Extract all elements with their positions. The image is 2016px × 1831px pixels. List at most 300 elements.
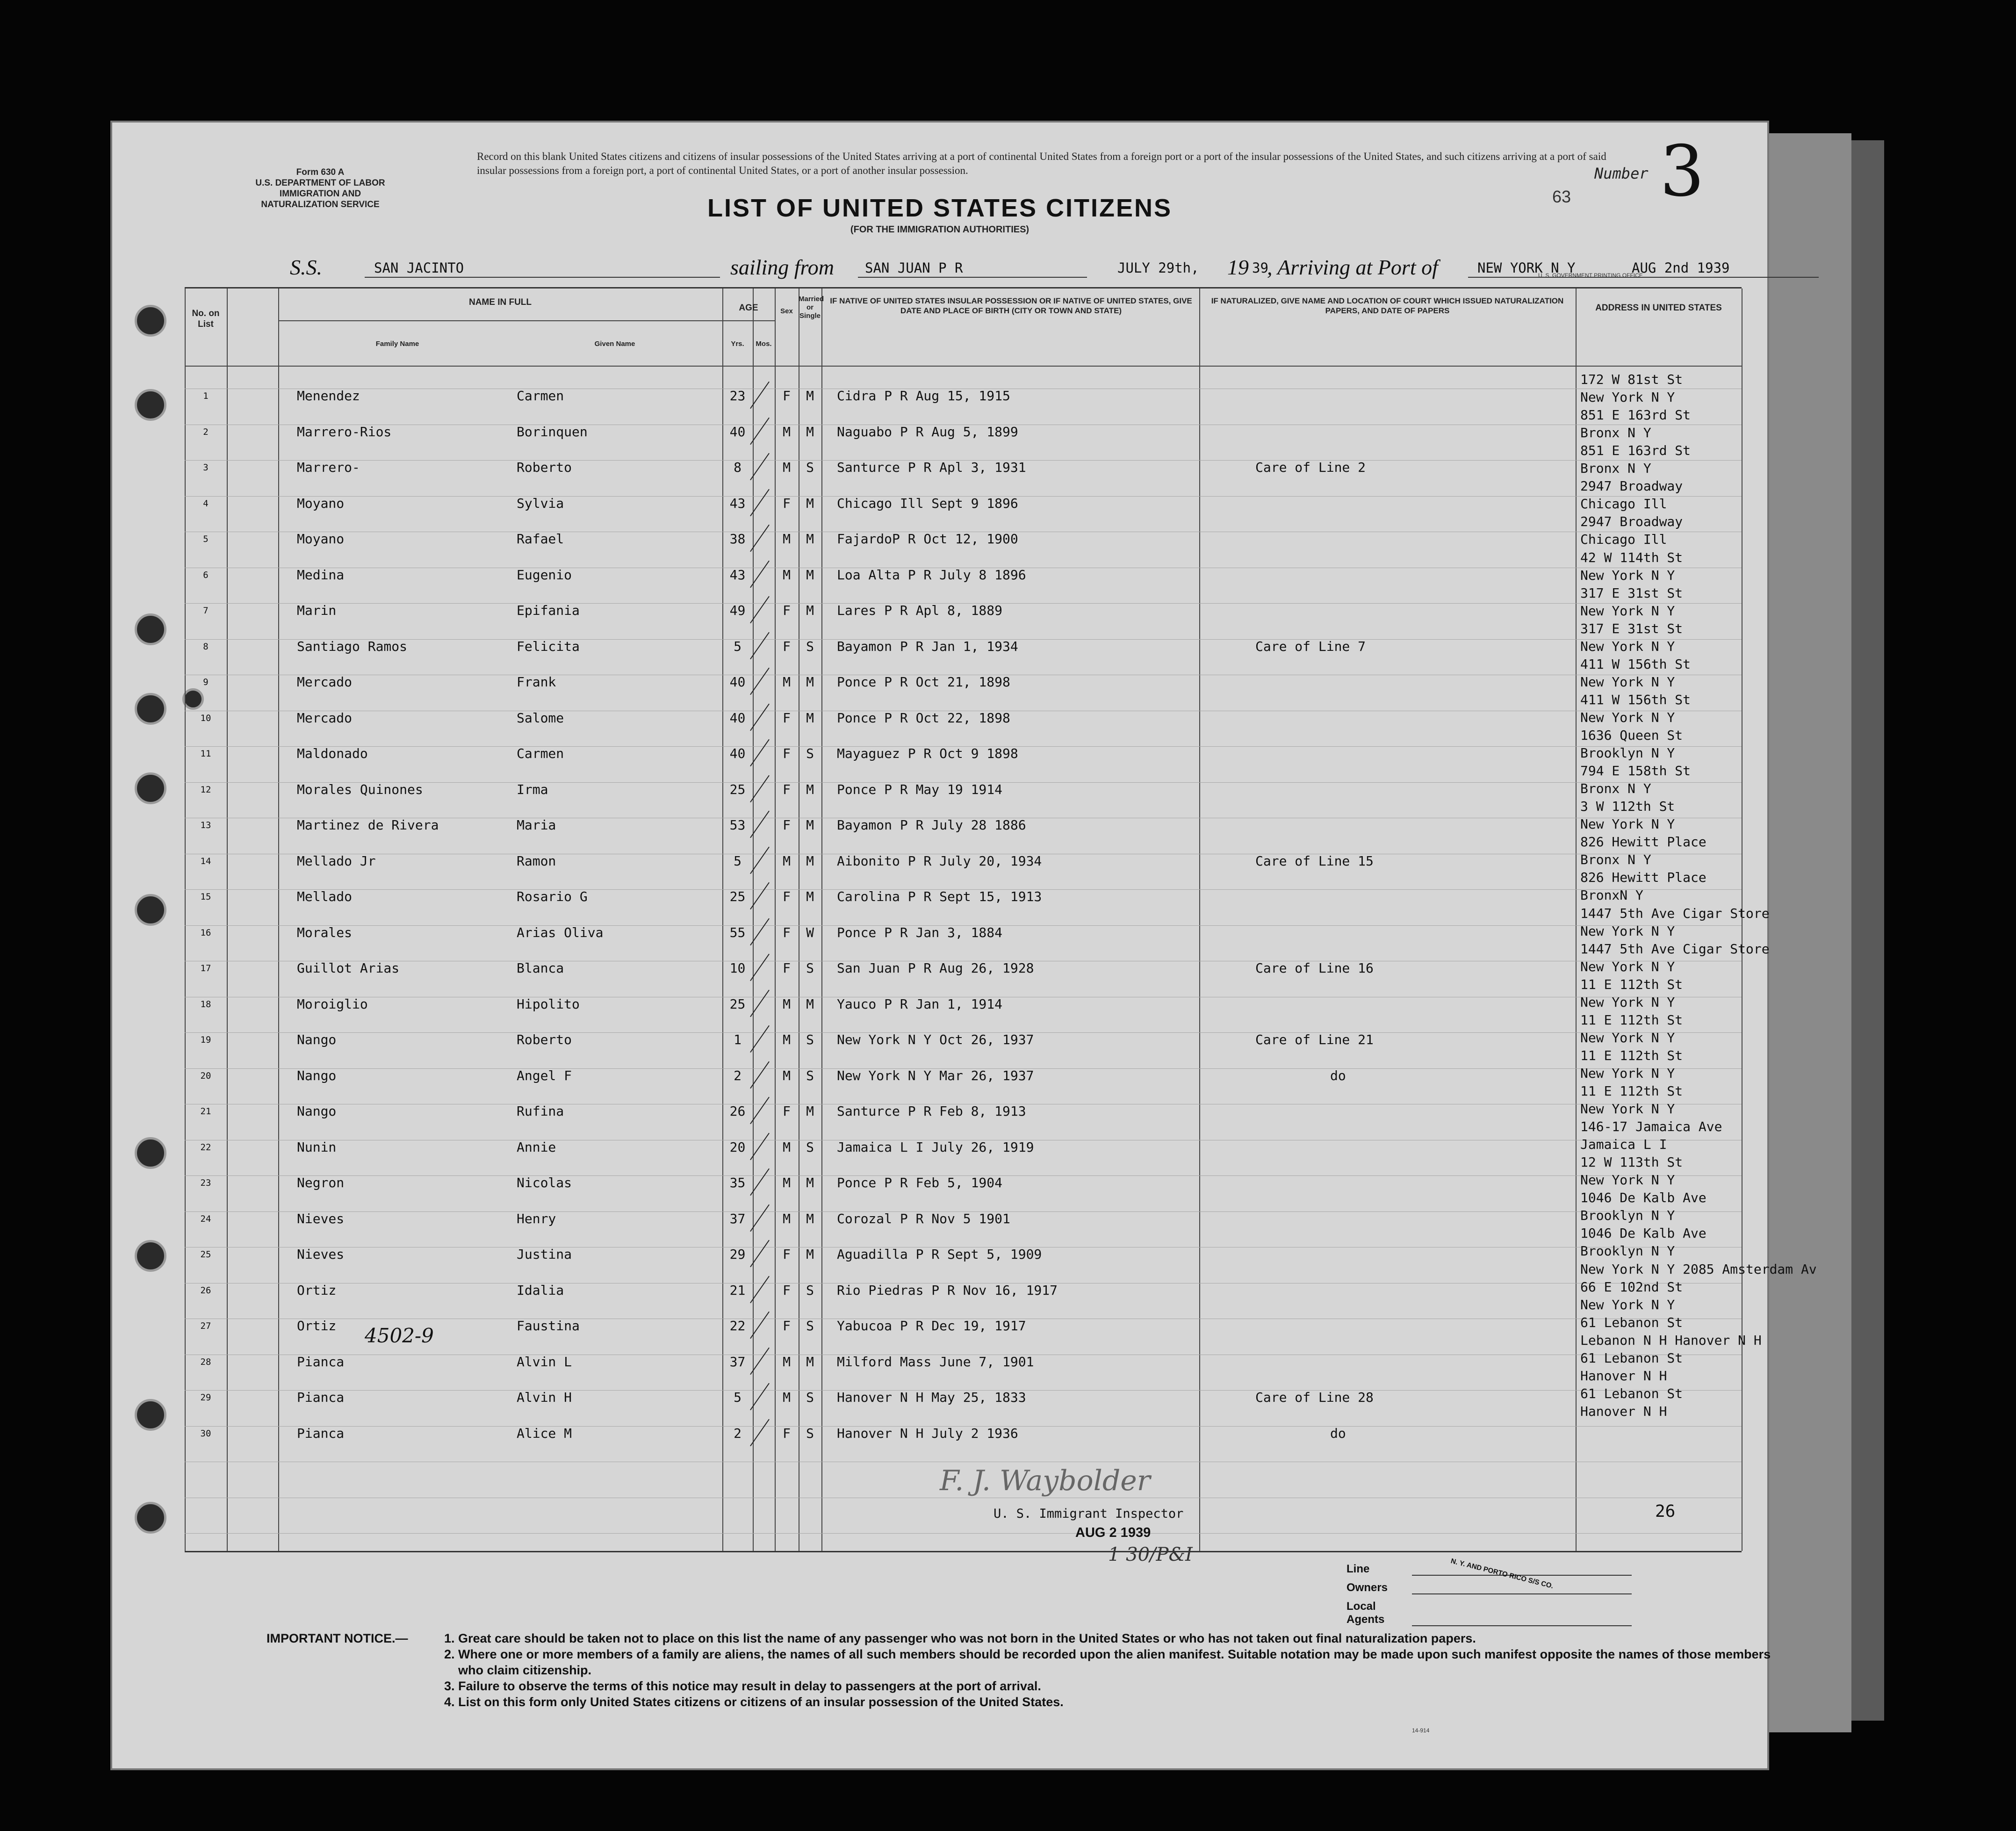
sex: M: [783, 853, 791, 869]
to-underline: [1468, 277, 1819, 278]
sex: M: [783, 460, 791, 475]
row-number: 17: [200, 963, 211, 973]
birth-place-date: Ponce P R Feb 5, 1904: [837, 1175, 1003, 1190]
ship-underline: [365, 277, 720, 278]
age-years: 40: [729, 674, 746, 690]
birth-place-date: Corozal P R Nov 5 1901: [837, 1211, 1010, 1226]
address-line: Hanover N H: [1580, 1368, 1667, 1384]
passenger-table: [185, 287, 1817, 1552]
notice-item-4: 4. List on this form only United States citizens or citizens of an insular possession of the United States.: [444, 1695, 1064, 1709]
age-years: 5: [734, 1390, 742, 1405]
address-line: New York N Y 2085 Amsterdam Av: [1580, 1261, 1817, 1277]
service: IMMIGRATION AND NATURALIZATION SERVICE: [261, 189, 380, 209]
birth-place-date: FajardoP R Oct 12, 1900: [837, 531, 1018, 547]
row-number: 28: [200, 1356, 211, 1367]
naturalization: do: [1330, 1067, 1346, 1083]
address-line: BronxN Y: [1580, 887, 1643, 903]
family-name: Maldonado: [297, 746, 368, 761]
page-edge: [1767, 133, 1851, 1732]
age-years: 40: [729, 710, 746, 726]
birth-place-date: Rio Piedras P R Nov 16, 1917: [837, 1282, 1058, 1298]
row-number: 19: [200, 1035, 211, 1045]
marital-status: M: [806, 853, 814, 869]
notice-item-3: 3. Failure to observe the terms of this notice may result in delay to passengers at the port of arrival.: [444, 1679, 1041, 1693]
sex: F: [783, 746, 791, 761]
birth-place-date: Ponce P R May 19 1914: [837, 781, 1003, 797]
address-line: New York N Y: [1580, 567, 1675, 583]
sex: M: [783, 424, 791, 440]
col-header-address: ADDRESS IN UNITED STATES: [1595, 303, 1722, 313]
address-line: 1447 5th Ave Cigar Store: [1580, 941, 1770, 957]
age-years: 2: [734, 1425, 742, 1441]
punch-hole: [135, 389, 166, 421]
age-years: 37: [729, 1211, 746, 1226]
row-number: 26: [200, 1285, 211, 1296]
birth-place-date: Lares P R Apl 8, 1889: [837, 603, 1003, 618]
row-number: 9: [203, 677, 209, 687]
date-from: JULY 29th,: [1117, 260, 1199, 276]
marital-status: M: [806, 567, 814, 583]
birth-place-date: Santurce P R Feb 8, 1913: [837, 1103, 1026, 1119]
age-years: 29: [729, 1247, 746, 1262]
family-name: Medina: [297, 567, 345, 583]
address-line: 66 E 102nd St: [1580, 1279, 1683, 1295]
given-name: Rufina: [517, 1103, 564, 1119]
address-line: Hanover N H: [1580, 1403, 1667, 1419]
family-name: Moroiglio: [297, 996, 368, 1012]
address-line: New York N Y: [1580, 1101, 1675, 1117]
manifest-sheet: [112, 123, 1817, 1768]
number-value: 3: [1660, 131, 1705, 212]
age-years: 8: [734, 460, 742, 475]
address-line: 851 E 163rd St: [1580, 443, 1691, 459]
inspector-label: U. S. Immigrant Inspector: [994, 1507, 1184, 1521]
given-name: Rafael: [517, 531, 564, 547]
address-line: New York N Y: [1580, 1297, 1675, 1312]
marital-status: S: [806, 960, 814, 976]
row-number: 18: [200, 999, 211, 1009]
line-stamp: N. Y. AND PORTO RICO S/S CO.: [1450, 1557, 1555, 1591]
marital-status: M: [806, 817, 814, 833]
family-name: Santiago Ramos: [297, 638, 408, 654]
marital-status: M: [806, 424, 814, 440]
marital-status: M: [806, 495, 814, 511]
page-edge-shadow: [1851, 140, 1884, 1721]
address-line: 2947 Broadway: [1580, 478, 1683, 494]
age-years: 25: [729, 781, 746, 797]
address-line: 3 W 112th St: [1580, 799, 1675, 815]
family-name: Pianca: [297, 1354, 345, 1370]
page-title: LIST OF UNITED STATES CITIZENS: [707, 194, 1172, 222]
naturalization: Care of Line 21: [1255, 1032, 1374, 1047]
sex: M: [783, 1390, 791, 1405]
col-header-name: NAME IN FULL: [468, 297, 532, 307]
row-number: 25: [200, 1249, 211, 1260]
family-name: Nango: [297, 1103, 337, 1119]
given-name: Carmen: [517, 746, 564, 761]
address-line: 1046 De Kalb Ave: [1580, 1190, 1706, 1206]
marital-status: M: [806, 996, 814, 1012]
number-label: Number: [1594, 165, 1649, 182]
sex: M: [783, 1139, 791, 1155]
col-header-mos: Mos.: [756, 340, 772, 348]
family-name: Marrero-: [297, 460, 360, 475]
address-line: 317 E 31st St: [1580, 585, 1683, 601]
page-subtitle: (FOR THE IMMIGRATION AUTHORITIES): [850, 224, 1030, 235]
birth-place-date: New York N Y Mar 26, 1937: [837, 1067, 1034, 1083]
marital-status: M: [806, 781, 814, 797]
marital-status: M: [806, 1211, 814, 1226]
birth-place-date: Milford Mass June 7, 1901: [837, 1354, 1034, 1370]
birth-place-date: Hanover N H July 2 1936: [837, 1425, 1018, 1441]
birth-place-date: Cidra P R Aug 15, 1915: [837, 388, 1010, 404]
sex: F: [783, 495, 791, 511]
family-name: Martinez de Rivera: [297, 817, 439, 833]
marital-status: S: [806, 1067, 814, 1083]
family-name: Mercado: [297, 674, 353, 690]
address-line: New York N Y: [1580, 1030, 1675, 1045]
row-number: 5: [203, 534, 209, 544]
address-line: New York N Y: [1580, 923, 1675, 939]
age-years: 20: [729, 1139, 746, 1155]
row-number: 2: [203, 426, 209, 437]
marital-status: M: [806, 674, 814, 690]
port-to: NEW YORK N Y: [1477, 260, 1576, 276]
birth-place-date: Bayamon P R July 28 1886: [837, 817, 1026, 833]
naturalization: Care of Line 28: [1255, 1390, 1374, 1405]
sex: F: [783, 889, 791, 904]
col-header-birth: IF NATIVE OF UNITED STATES INSULAR POSSESSION OR IF NATIVE OF UNITED STATES, GIVE DATE AND PLACE OF BIRTH (CITY OR TOWN AND STATE): [830, 296, 1192, 315]
row-number: 6: [203, 569, 209, 580]
family-name: Marin: [297, 603, 337, 618]
age-years: 55: [729, 924, 746, 940]
birth-place-date: Yabucoa P R Dec 19, 1917: [837, 1318, 1026, 1334]
address-line: Brooklyn N Y: [1580, 1243, 1675, 1259]
row-number: 3: [203, 462, 209, 473]
sex: F: [783, 781, 791, 797]
row-number: 13: [200, 820, 211, 830]
col-header-given: Given Name: [594, 340, 635, 348]
age-years: 5: [734, 638, 742, 654]
row-number: 1: [203, 391, 209, 401]
given-name: Arias Oliva: [517, 924, 604, 940]
address-line: 11 E 112th St: [1580, 1047, 1683, 1063]
row-number: 15: [200, 892, 211, 902]
sex: M: [783, 567, 791, 583]
given-name: Ramon: [517, 853, 556, 869]
family-name: Nango: [297, 1032, 337, 1047]
marital-status: M: [806, 1103, 814, 1119]
address-line: 61 Lebanon St: [1580, 1350, 1683, 1366]
important-notice: [266, 1630, 1781, 1710]
address-line: 2947 Broadway: [1580, 514, 1683, 530]
age-years: 10: [729, 960, 746, 976]
given-name: Annie: [517, 1139, 556, 1155]
sailing-label: sailing from: [730, 255, 834, 279]
year-prefix: 19: [1227, 255, 1249, 279]
age-years: 22: [729, 1318, 746, 1334]
col-header-naturalized: IF NATURALIZED, GIVE NAME AND LOCATION OF COURT WHICH ISSUED NATURALIZATION PAPERS, AND DATE OF PAPERS: [1211, 296, 1564, 315]
address-line: 1636 Queen St: [1580, 728, 1683, 743]
agents-label: Local Agents: [1346, 1600, 1385, 1626]
sex: M: [783, 1067, 791, 1083]
age-years: 37: [729, 1354, 746, 1370]
age-years: 21: [729, 1282, 746, 1298]
sex: F: [783, 1318, 791, 1334]
sex: F: [783, 817, 791, 833]
given-name: Epifania: [517, 603, 580, 618]
family-name: Ortiz: [297, 1282, 337, 1298]
punch-hole: [135, 772, 166, 804]
family-name: Nango: [297, 1067, 337, 1083]
address-line: Bronx N Y: [1580, 425, 1651, 441]
birth-place-date: Hanover N H May 25, 1833: [837, 1390, 1026, 1405]
address-line: 317 E 31st St: [1580, 620, 1683, 636]
sex: M: [783, 1211, 791, 1226]
marital-status: S: [806, 746, 814, 761]
given-name: Hipolito: [517, 996, 580, 1012]
address-line: Bronx N Y: [1580, 781, 1651, 797]
address-line: 826 Hewitt Place: [1580, 870, 1706, 886]
stamp-number: 63: [1552, 187, 1571, 206]
age-years: 26: [729, 1103, 746, 1119]
marital-status: M: [806, 710, 814, 726]
notice-item-2: 2. Where one or more members of a family are aliens, the names of all such members should be recorded upon the alien manifest. Suitable notation may be made upon such manifest opposite the names of those members who claim citizenship.: [444, 1647, 1771, 1677]
birth-place-date: Naguabo P R Aug 5, 1899: [837, 424, 1018, 440]
marital-status: M: [806, 1354, 814, 1370]
form-number: Form 630 A: [296, 167, 345, 177]
age-years: 43: [729, 495, 746, 511]
age-years: 53: [729, 817, 746, 833]
marital-status: M: [806, 531, 814, 547]
family-name: Mercado: [297, 710, 353, 726]
address-line: 61 Lebanon St: [1580, 1314, 1683, 1330]
given-name: Alvin L: [517, 1354, 572, 1370]
date-stamp: AUG 2 1939: [1075, 1525, 1151, 1540]
address-line: 172 W 81st St: [1580, 372, 1683, 387]
family-name: Guillot Arias: [297, 960, 400, 976]
family-name: Negron: [297, 1175, 345, 1190]
sex: F: [783, 1425, 791, 1441]
address-line: New York N Y: [1580, 638, 1675, 654]
given-name: Blanca: [517, 960, 564, 976]
row-number: 12: [200, 784, 211, 795]
line-label: Line: [1346, 1563, 1370, 1575]
birth-place-date: Aibonito P R July 20, 1934: [837, 853, 1042, 869]
marital-status: S: [806, 638, 814, 654]
col-header-married: Married or Single: [799, 295, 824, 320]
family-name: Morales: [297, 924, 353, 940]
row-number: 24: [200, 1213, 211, 1224]
address-line: New York N Y: [1580, 1172, 1675, 1188]
given-name: Roberto: [517, 460, 572, 475]
age-years: 40: [729, 424, 746, 440]
given-name: Justina: [517, 1247, 572, 1262]
address-line: New York N Y: [1580, 389, 1675, 405]
row-number: 7: [203, 606, 209, 616]
date-to: AUG 2nd 1939: [1632, 260, 1730, 276]
given-name: Nicolas: [517, 1175, 572, 1190]
form-code: 14-914: [1412, 1727, 1430, 1734]
family-name: Pianca: [297, 1390, 345, 1405]
punch-hole: [135, 613, 166, 645]
age-years: 25: [729, 889, 746, 904]
printer-credit: U. S. GOVERNMENT PRINTING OFFICE: [1538, 272, 1643, 279]
row-number: 27: [200, 1321, 211, 1331]
birth-place-date: Yauco P R Jan 1, 1914: [837, 996, 1003, 1012]
age-years: 38: [729, 531, 746, 547]
row-number: 16: [200, 927, 211, 938]
row-number: 20: [200, 1070, 211, 1081]
punch-hole: [135, 693, 166, 725]
page-number: 26: [1655, 1502, 1676, 1521]
marital-status: S: [806, 1282, 814, 1298]
col-header-family: Family Name: [375, 340, 419, 348]
given-name: Maria: [517, 817, 556, 833]
address-line: 42 W 114th St: [1580, 549, 1683, 565]
marital-status: M: [806, 1175, 814, 1190]
family-name: Morales Quinones: [297, 781, 423, 797]
birth-place-date: Ponce P R Jan 3, 1884: [837, 924, 1003, 940]
family-name: Mellado: [297, 889, 353, 904]
age-years: 49: [729, 603, 746, 618]
birth-place-date: Ponce P R Oct 21, 1898: [837, 674, 1010, 690]
age-years: 40: [729, 746, 746, 761]
col-header-no: No. on List: [192, 309, 220, 329]
address-line: Bronx N Y: [1580, 852, 1651, 868]
address-line: Chicago Ill: [1580, 532, 1667, 548]
given-name: Eugenio: [517, 567, 572, 583]
given-name: Sylvia: [517, 495, 564, 511]
department: U.S. DEPARTMENT OF LABOR: [255, 178, 385, 188]
sex: F: [783, 388, 791, 404]
sex: F: [783, 1103, 791, 1119]
family-name: Mellado Jr: [297, 853, 376, 869]
sex: F: [783, 603, 791, 618]
address-line: 411 W 156th St: [1580, 656, 1691, 672]
row-number: 4: [203, 498, 209, 509]
age-years: 23: [729, 388, 746, 404]
birth-place-date: New York N Y Oct 26, 1937: [837, 1032, 1034, 1047]
sex: F: [783, 960, 791, 976]
family-name: Nieves: [297, 1247, 345, 1262]
punch-hole: [135, 1502, 166, 1534]
age-years: 5: [734, 853, 742, 869]
fraction-note: 1 30/P&I: [1108, 1544, 1193, 1565]
marital-status: M: [806, 1247, 814, 1262]
address-line: New York N Y: [1580, 709, 1675, 725]
row-number: 21: [200, 1106, 211, 1117]
sex: F: [783, 638, 791, 654]
sex: M: [783, 674, 791, 690]
given-name: Alice M: [517, 1425, 572, 1441]
col-header-sex: Sex: [780, 307, 793, 315]
sex: F: [783, 1282, 791, 1298]
naturalization: Care of Line 7: [1255, 638, 1366, 654]
notice-item-1: 1. Great care should be taken not to place on this list the name of any passenger who was not born in the United States or who has not taken out final naturalization papers.: [444, 1631, 1476, 1645]
address-line: New York N Y: [1580, 1065, 1675, 1081]
year: 39: [1252, 260, 1268, 276]
given-name: Rosario G: [517, 889, 588, 904]
col-header-yrs: Yrs.: [731, 340, 744, 348]
family-name: Ortiz: [297, 1318, 337, 1334]
address-line: New York N Y: [1580, 816, 1675, 832]
address-line: 11 E 112th St: [1580, 1083, 1683, 1099]
birth-place-date: Ponce P R Oct 22, 1898: [837, 710, 1010, 726]
family-name: Nieves: [297, 1211, 345, 1226]
address-line: 12 W 113th St: [1580, 1154, 1683, 1170]
birth-place-date: Bayamon P R Jan 1, 1934: [837, 638, 1018, 654]
given-name: Idalia: [517, 1282, 564, 1298]
address-line: 1046 De Kalb Ave: [1580, 1225, 1706, 1241]
marital-status: M: [806, 388, 814, 404]
given-name: Faustina: [517, 1318, 580, 1334]
punch-hole: [135, 305, 166, 337]
marital-status: M: [806, 889, 814, 904]
owners-label: Owners: [1346, 1581, 1388, 1594]
row-number: 8: [203, 641, 209, 652]
address-line: 11 E 112th St: [1580, 1012, 1683, 1028]
address-line: New York N Y: [1580, 994, 1675, 1010]
given-name: Henry: [517, 1211, 556, 1226]
age-years: 35: [729, 1175, 746, 1190]
given-name: Alvin H: [517, 1390, 572, 1405]
marital-status: S: [806, 1390, 814, 1405]
address-line: 146-17 Jamaica Ave: [1580, 1119, 1722, 1135]
address-line: New York N Y: [1580, 959, 1675, 974]
marital-status: W: [806, 924, 814, 940]
birth-place-date: Santurce P R Apl 3, 1931: [837, 460, 1026, 475]
row-number: 29: [200, 1392, 211, 1403]
ship-name: SAN JACINTO: [374, 260, 464, 276]
address-line: Brooklyn N Y: [1580, 1208, 1675, 1224]
sex: M: [783, 1354, 791, 1370]
address-line: Lebanon N H Hanover N H: [1580, 1332, 1762, 1348]
family-name: Moyano: [297, 495, 345, 511]
notice-heading: IMPORTANT NOTICE.—: [266, 1631, 408, 1645]
sex: F: [783, 924, 791, 940]
age-years: 25: [729, 996, 746, 1012]
col-header-age: AGE: [739, 303, 758, 313]
address-line: 794 E 158th St: [1580, 763, 1691, 779]
address-line: 11 E 112th St: [1580, 976, 1683, 992]
birth-place-date: Aguadilla P R Sept 5, 1909: [837, 1247, 1042, 1262]
birth-place-date: Carolina P R Sept 15, 1913: [837, 889, 1042, 904]
address-line: 826 Hewitt Place: [1580, 834, 1706, 850]
sex: M: [783, 1032, 791, 1047]
inspector-signature: F. J. Waybolder: [940, 1464, 1151, 1497]
family-name: Moyano: [297, 531, 345, 547]
address-line: 851 E 163rd St: [1580, 407, 1691, 423]
address-line: New York N Y: [1580, 674, 1675, 690]
port-from: SAN JUAN P R: [865, 260, 963, 276]
family-name: Nunin: [297, 1139, 337, 1155]
naturalization: do: [1330, 1425, 1346, 1441]
address-line: Brooklyn N Y: [1580, 745, 1675, 761]
row-number: 11: [200, 749, 211, 759]
birth-place-date: Jamaica L I July 26, 1919: [837, 1139, 1034, 1155]
row-number: 30: [200, 1428, 211, 1439]
given-name: Salome: [517, 710, 564, 726]
address-line: 411 W 156th St: [1580, 692, 1691, 707]
address-line: 1447 5th Ave Cigar Store: [1580, 905, 1770, 921]
given-name: Irma: [517, 781, 548, 797]
marital-status: S: [806, 1318, 814, 1334]
address-line: Jamaica L I: [1580, 1137, 1667, 1153]
sex: M: [783, 1175, 791, 1190]
row-number: 10: [200, 713, 211, 723]
marital-status: S: [806, 1425, 814, 1441]
